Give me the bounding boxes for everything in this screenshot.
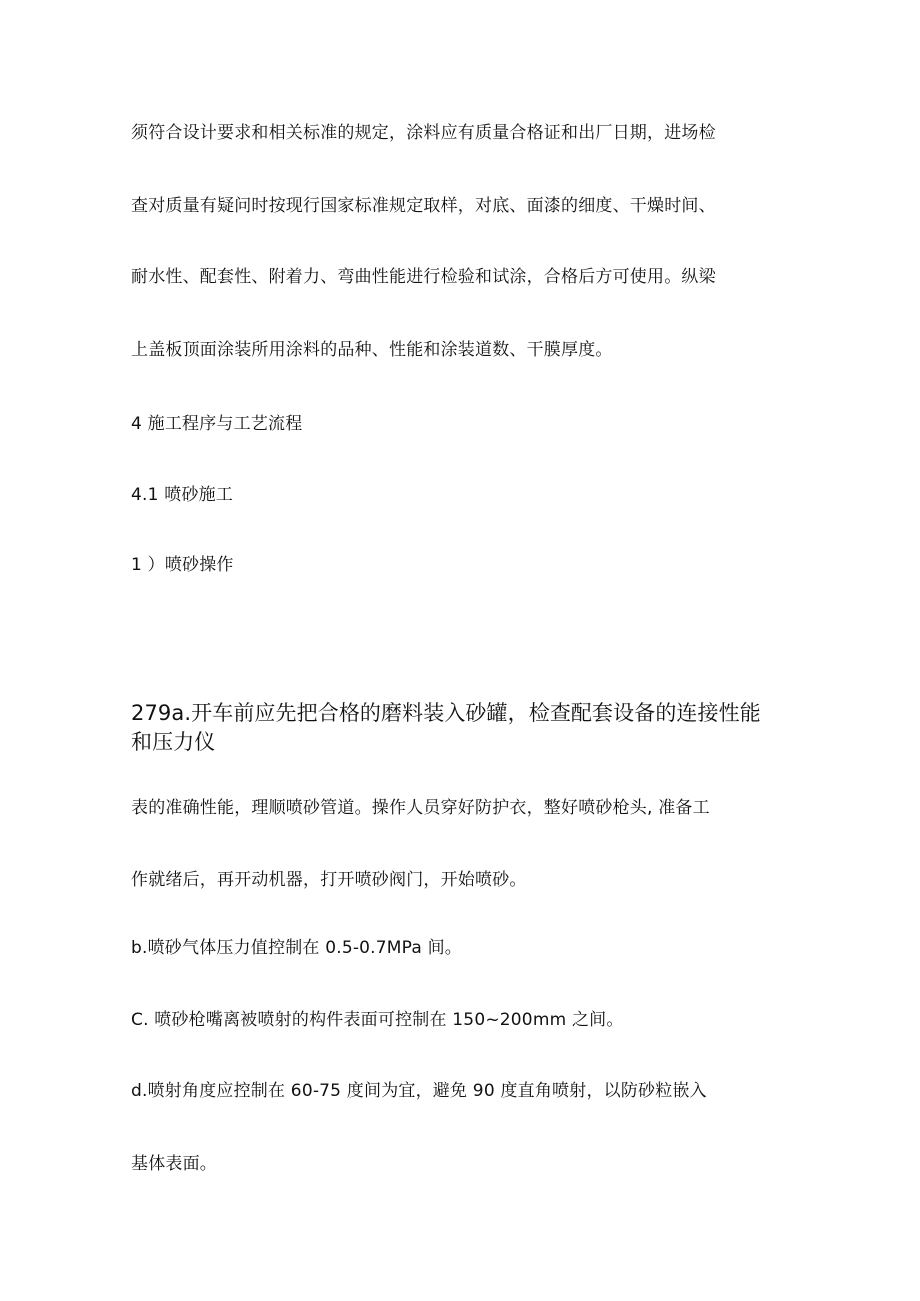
- section-heading: 4 施工程序与工艺流程: [131, 414, 303, 434]
- item-a-line: 279a.开车前应先把合格的磨料装入砂罐，检查配套设备的连接性能: [131, 701, 761, 725]
- paragraph-line: 须符合设计要求和相关标准的规定，涂料应有质量合格证和出厂日期，进场检: [131, 123, 716, 143]
- item-a-line: 表的准确性能，理顺喷砂管道。操作人员穿好防护衣，整好喷砂枪头, 准备工: [131, 798, 710, 818]
- item-b: b.喷砂气体压力值控制在 0.5-0.7MPa 间。: [131, 938, 462, 958]
- item-c: C. 喷砂枪嘴离被喷射的构件表面可控制在 150~200mm 之间。: [131, 1010, 624, 1030]
- item-heading: 1 ）喷砂操作: [131, 555, 234, 575]
- item-d-line: 基体表面。: [131, 1154, 217, 1174]
- subsection-heading: 4.1 喷砂施工: [131, 485, 234, 505]
- paragraph-line: 上盖板顶面涂装所用涂料的品种、性能和涂装道数、干膜厚度。: [131, 340, 613, 360]
- item-d-line: d.喷射角度应控制在 60-75 度间为宜，避免 90 度直角喷射，以防砂粒嵌入: [131, 1081, 707, 1101]
- paragraph-line: 查对质量有疑问时按现行国家标准规定取样，对底、面漆的细度、干燥时间、: [131, 196, 716, 216]
- paragraph-line: 耐水性、配套性、附着力、弯曲性能进行检验和试涂，合格后方可使用。纵梁: [131, 267, 716, 287]
- item-a-line: 和压力仪: [131, 730, 216, 754]
- item-a-line: 作就绪后，再开动机器，打开喷砂阀门，开始喷砂。: [131, 870, 527, 890]
